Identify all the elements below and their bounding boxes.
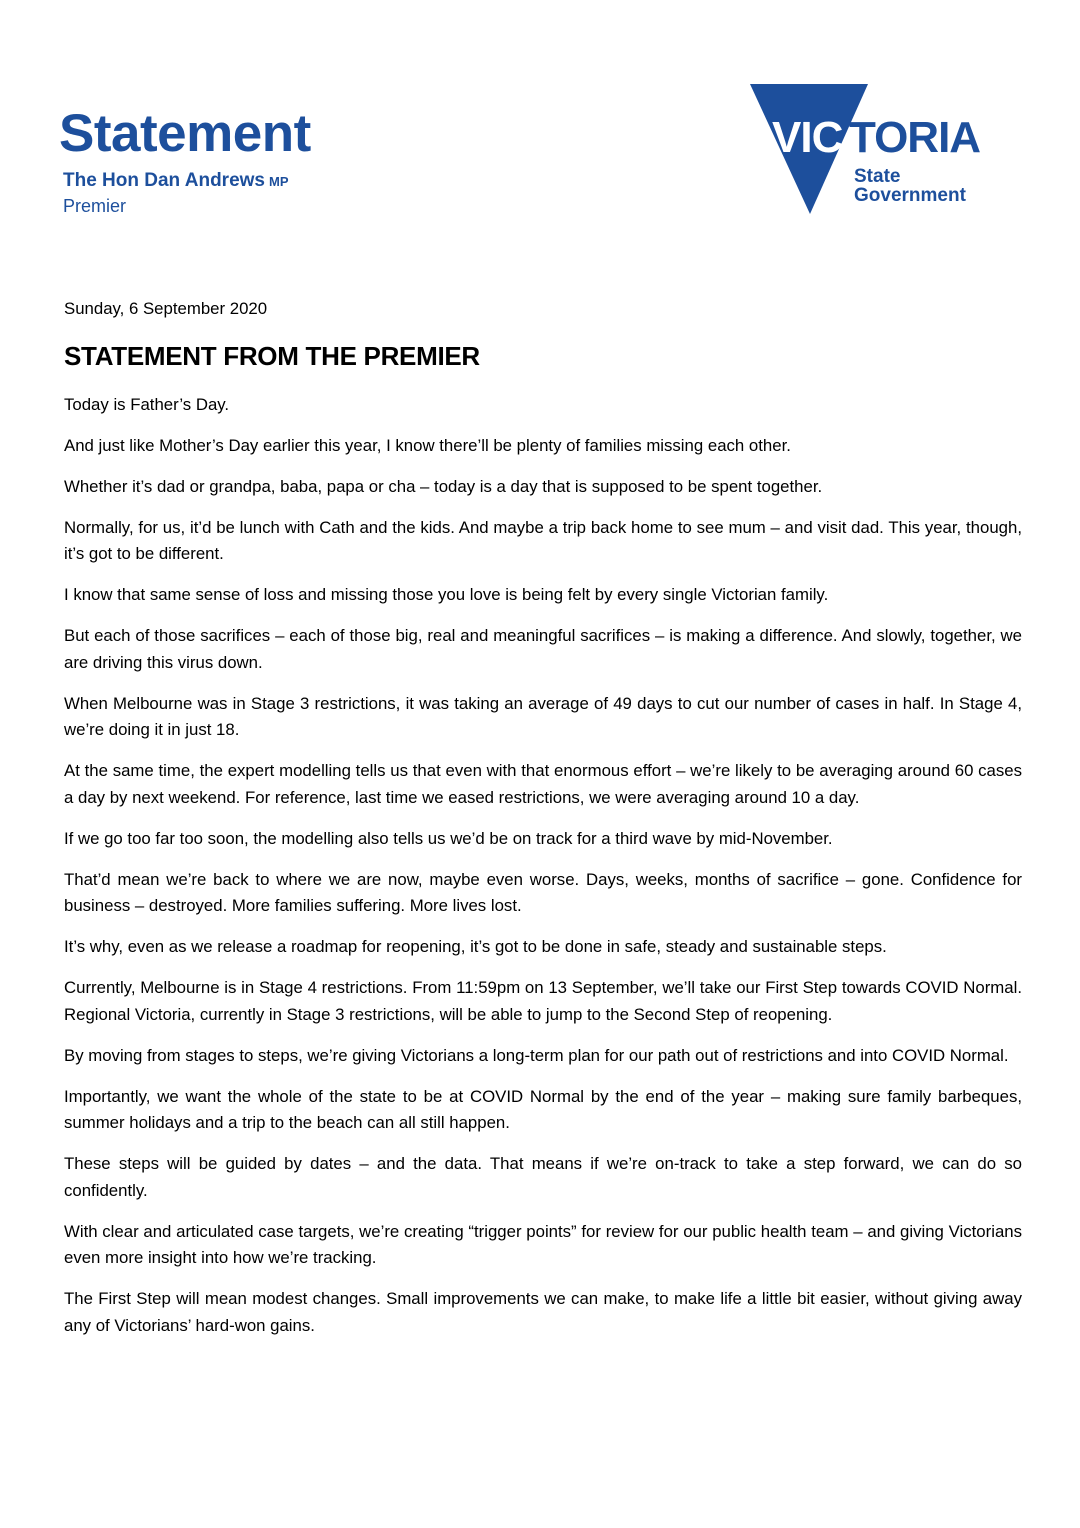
- logo-line2: Government: [854, 185, 966, 206]
- body-paragraph: It’s why, even as we release a roadmap for reopening, it’s got to be done in safe, steady and sustainable steps.: [64, 937, 887, 956]
- statement-body: [64, 296, 1022, 1354]
- statement-date: Sunday, 6 September 2020: [64, 299, 268, 318]
- logo-word-part1: VIC: [772, 113, 843, 162]
- body-paragraph: But each of those sacrifices – each of those big, real and meaningful sacrifices – is making a difference. And slowly, together, we are driving this virus down.: [64, 626, 1022, 672]
- body-paragraph: Today is Father’s Day.: [64, 394, 230, 414]
- body-paragraph: That’d mean we’re back to where we are now, maybe even worse. Days, weeks, months of sacrifice – gone. Confidence for business – destroyed. More families suffering. More lives lost.: [64, 869, 1022, 915]
- body-paragraph: I know that same sense of loss and missing those you love is being felt by every single Victorian family.: [64, 585, 829, 604]
- body-paragraph: With clear and articulated case targets, we’re creating “trigger points” for review for our public health team – and giving Victorians even more insight into how we’re tracking.: [64, 1221, 1022, 1267]
- minister-name-line: [63, 170, 311, 193]
- body-paragraph: These steps will be guided by dates – and the data. That means if we’re on-track to take a step forward, we can do so confidently.: [64, 1154, 1022, 1200]
- body-paragraph: Importantly, we want the whole of the state to be at COVID Normal by the end of the year – making sure family barbeques, summer holidays and a trip to the beach can all still happen.: [64, 1086, 1022, 1132]
- minister-role: Premier: [63, 196, 127, 216]
- body-paragraph: The First Step will mean modest changes. Small improvements we can make, to make life a little bit easier, without giving away any of Victorians’ hard-won gains.: [64, 1289, 1022, 1335]
- body-paragraph: And just like Mother’s Day earlier this year, I know there’ll be plenty of families missing each other.: [64, 435, 791, 455]
- body-paragraph: If we go too far too soon, the modelling also tells us we’d be on track for a third wave by mid-November.: [64, 828, 833, 848]
- minister-name: The Hon Dan Andrews: [63, 170, 265, 191]
- statement-header: [59, 104, 311, 217]
- body-paragraph: At the same time, the expert modelling tells us that even with that enormous effort – we’re likely to be averaging around 60 cases a day by next weekend. For reference, last time we eased restrictions, we were averaging around 10 a day.: [64, 761, 1022, 807]
- logo-line1: State: [854, 166, 901, 187]
- body-paragraph: Currently, Melbourne is in Stage 4 restrictions. From 11:59pm on 13 September, we’ll take our First Step towards COVID Normal. Regional Victoria, currently in Stage 3 restrictions, will be able to jump to the Second Step of reopening.: [64, 978, 1022, 1024]
- body-paragraph: Normally, for us, it’d be lunch with Cath and the kids. And maybe a trip back home to see mum – and visit dad. This year, though, it’s got to be different.: [64, 517, 1022, 563]
- paragraph-list: [64, 392, 1022, 1340]
- statement-heading: Statement: [59, 104, 311, 163]
- body-paragraph: By moving from stages to steps, we’re giving Victorians a long-term plan for our path out of restrictions and into COVID Normal.: [64, 1045, 1009, 1065]
- document-title: STATEMENT FROM THE PREMIER: [64, 340, 480, 371]
- minister-suffix: MP: [268, 174, 289, 189]
- body-paragraph: Whether it’s dad or grandpa, baba, papa or cha – today is a day that is supposed to be spent together.: [64, 476, 823, 496]
- victoria-state-government-logo: [750, 84, 990, 224]
- logo-word-part2: TORIA: [849, 113, 981, 162]
- body-paragraph: When Melbourne was in Stage 3 restrictions, it was taking an average of 49 days to cut our number of cases in half. In Stage 4, we’re doing it in just 18.: [64, 693, 1022, 739]
